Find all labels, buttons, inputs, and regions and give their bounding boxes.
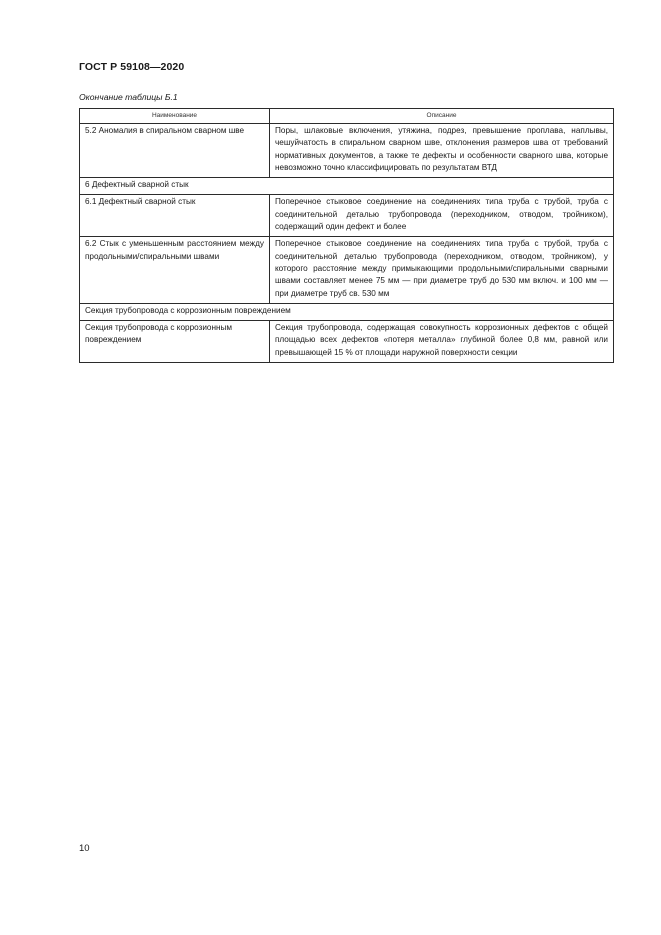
page-number: 10 bbox=[79, 843, 90, 854]
document-header: ГОСТ Р 59108—2020 bbox=[79, 61, 185, 73]
table-row bbox=[80, 195, 614, 237]
table-row bbox=[80, 124, 614, 178]
row-description-cell: Секция трубопровода, содержащая совокупность коррозионных дефектов с общей площадью всех дефектов «потеря металла» глубиной более 0,8 мм, равной или превышающей 15 % от площади наружной поверхности секции bbox=[270, 321, 614, 363]
table-row bbox=[80, 237, 614, 303]
row-name-cell: 6.2 Стык с уменьшенным расстоянием между продольными/спиральными швами bbox=[80, 237, 270, 303]
row-name-cell: Секция трубопровода с коррозионным повреждением bbox=[80, 321, 270, 363]
column-header-name: Наименование bbox=[80, 109, 270, 124]
column-header-description: Описание bbox=[270, 109, 614, 124]
row-description-cell: Поперечное стыковое соединение на соединениях типа труба с трубой, труба с соединительной деталью трубопровода (переходником, отводом, тройником), содержащий один дефект и более bbox=[270, 195, 614, 237]
row-description-cell: Поперечное стыковое соединение на соединениях типа труба с трубой, труба с соединительной деталью трубопровода (переходником, отводом, тройником), у которого расстояние между примыкающими продольными/спиральными сварными швами составляет менее 75 мм — при диаметре труб до 530 мм включ. и 100 мм — при диаметре труб св. 530 мм bbox=[270, 237, 614, 303]
row-name-cell: 6.1 Дефектный сварной стык bbox=[80, 195, 270, 237]
table-row bbox=[80, 321, 614, 363]
row-name-cell: 5.2 Аномалия в спиральном сварном шве bbox=[80, 124, 270, 178]
table-caption: Окончание таблицы Б.1 bbox=[79, 92, 178, 102]
definitions-table bbox=[79, 108, 614, 363]
section-heading-cell: 6 Дефектный сварной стык bbox=[80, 178, 614, 195]
table-header-row bbox=[80, 109, 614, 124]
row-description-cell: Поры, шлаковые включения, утяжина, подрез, превышение проплава, наплывы, чешуйчатость в спиральном сварном шве, отклонения размеров шва от требований нормативных документов, а также те дефекты и особенности сварного шва, которые невозможно точно классифицировать по результатам ВТД bbox=[270, 124, 614, 178]
table-section-row bbox=[80, 178, 614, 195]
table-section-row bbox=[80, 303, 614, 320]
section-heading-cell: Секция трубопровода с коррозионным повреждением bbox=[80, 303, 614, 320]
